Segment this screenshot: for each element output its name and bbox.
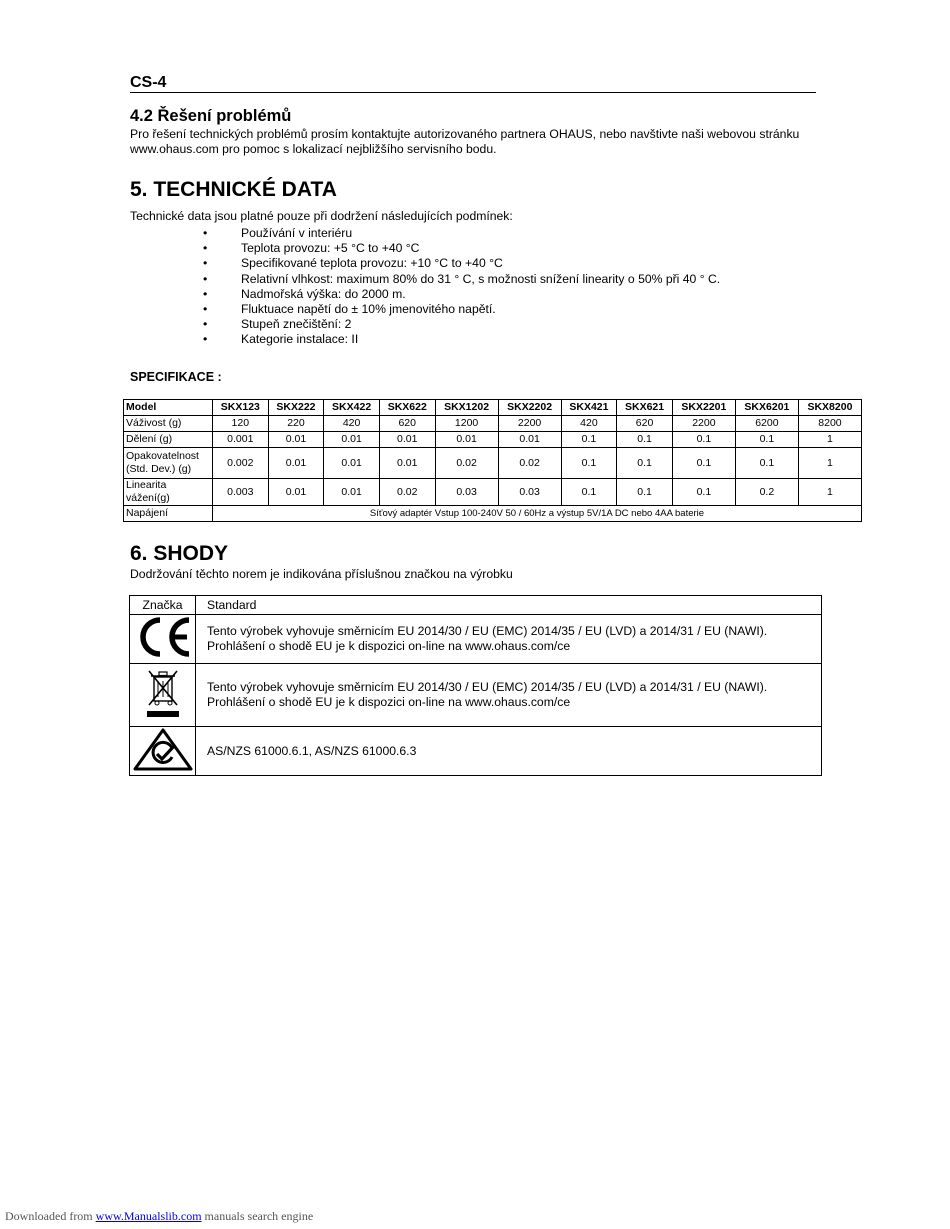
table-cell: 0.01 <box>379 432 435 448</box>
standard-cell <box>196 664 822 727</box>
table-header-row <box>124 400 862 416</box>
header-cell: SKX422 <box>324 400 380 416</box>
header-cell: Model <box>124 400 213 416</box>
table-cell: 2200 <box>498 416 561 432</box>
footer-suffix: manuals search engine <box>201 1209 314 1223</box>
list-item <box>203 272 720 287</box>
section-6-intro: Dodržování těchto norem je indikována příslušnou značkou na výrobku <box>130 567 513 581</box>
bullet: • <box>203 271 208 286</box>
table-cell: 0.01 <box>379 448 435 479</box>
list-item <box>203 226 720 241</box>
row-label: Opakovatelnost (Std. Dev.) (g) <box>124 448 213 479</box>
list-item <box>203 287 720 302</box>
table-row <box>124 448 862 479</box>
table-cell: 0.02 <box>435 448 498 479</box>
table-cell: 620 <box>379 416 435 432</box>
bullet: • <box>203 332 208 347</box>
list-item <box>203 256 720 271</box>
header-cell: SKX2201 <box>672 400 735 416</box>
table-cell: 0.01 <box>435 432 498 448</box>
table-cell: 0.1 <box>617 479 673 506</box>
mark-cell <box>130 615 196 664</box>
bullet: • <box>203 317 208 332</box>
table-cell: 1 <box>798 448 861 479</box>
table-cell: 0.1 <box>617 448 673 479</box>
bullet: • <box>203 286 208 301</box>
table-cell: 0.02 <box>498 448 561 479</box>
table-cell: 0.1 <box>561 479 617 506</box>
table-cell: 120 <box>213 416 269 432</box>
table-cell: 0.01 <box>324 432 380 448</box>
power-value: Síťový adaptér Vstup 100-240V 50 / 60Hz a výstup 5V/1A DC nebo 4AA baterie <box>213 506 862 522</box>
condition-text: Fluktuace napětí do ± 10% jmenovitého napětí. <box>241 302 496 317</box>
header-cell: SKX1202 <box>435 400 498 416</box>
table-cell: 220 <box>268 416 324 432</box>
bullet: • <box>203 302 208 317</box>
table-cell: 0.01 <box>268 479 324 506</box>
table-cell: 420 <box>324 416 380 432</box>
mark-cell <box>130 727 196 776</box>
table-cell: 0.01 <box>498 432 561 448</box>
list-item <box>203 317 720 332</box>
table-cell: 0.1 <box>735 448 798 479</box>
header-cell: SKX622 <box>379 400 435 416</box>
table-cell: 620 <box>617 416 673 432</box>
table-cell: 0.1 <box>561 432 617 448</box>
standard-line: Tento výrobek vyhovuje směrnicím EU 2014/30 / EU (EMC) 2014/35 / EU (LVD) a 2014/31 / EU (NAWI). <box>207 624 768 638</box>
bullet: • <box>203 241 208 256</box>
weee-crossed-bin-icon <box>143 665 183 721</box>
page-header: CS-4 <box>130 74 816 93</box>
section-5-intro: Technické data jsou platné pouze při dodržení následujících podmínek: <box>130 209 513 223</box>
section-6-title: 6. SHODY <box>130 542 229 565</box>
table-row <box>130 664 822 727</box>
bullet: • <box>203 226 208 240</box>
ce-mark-icon <box>133 615 193 659</box>
header-cell: Značka <box>130 596 196 615</box>
table-cell: 0.1 <box>672 448 735 479</box>
rcm-mark-icon <box>132 727 194 771</box>
table-row <box>130 615 822 664</box>
table-row <box>124 506 862 522</box>
table-cell: 0.01 <box>268 448 324 479</box>
footer-link[interactable]: www.Manualslib.com <box>95 1209 202 1223</box>
header-cell: SKX8200 <box>798 400 861 416</box>
header-cell: Standard <box>196 596 822 615</box>
table-cell: 0.1 <box>735 432 798 448</box>
table-row <box>124 416 862 432</box>
header-cell: SKX2202 <box>498 400 561 416</box>
footer <box>5 1209 313 1224</box>
table-cell: 0.03 <box>435 479 498 506</box>
table-row <box>124 479 862 506</box>
row-label: Napájení <box>124 506 213 522</box>
table-cell: 0.003 <box>213 479 269 506</box>
standard-line: AS/NZS 61000.6.1, AS/NZS 61000.6.3 <box>207 743 417 758</box>
table-cell: 1 <box>798 479 861 506</box>
table-cell: 1200 <box>435 416 498 432</box>
table-cell: 0.01 <box>324 448 380 479</box>
mark-cell <box>130 664 196 727</box>
conformity-table <box>129 595 822 776</box>
spec-table <box>123 399 862 522</box>
condition-text: Kategorie instalace: II <box>241 332 359 347</box>
row-label: Váživost (g) <box>124 416 213 432</box>
table-cell: 1 <box>798 432 861 448</box>
header-cell: SKX621 <box>617 400 673 416</box>
table-cell: 0.1 <box>561 448 617 479</box>
table-cell: 0.02 <box>379 479 435 506</box>
header-cell: SKX123 <box>213 400 269 416</box>
standard-line: Prohlášení o shodě EU je k dispozici on-line na www.ohaus.com/ce <box>207 639 571 653</box>
row-label: Dělení (g) <box>124 432 213 448</box>
table-cell: 0.03 <box>498 479 561 506</box>
table-cell: 420 <box>561 416 617 432</box>
bullet: • <box>203 256 208 271</box>
condition-text: Teplota provozu: +5 °C to +40 °C <box>241 241 420 256</box>
table-cell: 0.002 <box>213 448 269 479</box>
table-cell: 0.1 <box>617 432 673 448</box>
header-cell: SKX222 <box>268 400 324 416</box>
table-cell: 6200 <box>735 416 798 432</box>
standard-cell <box>196 727 822 776</box>
table-cell: 0.2 <box>735 479 798 506</box>
header-cell: SKX421 <box>561 400 617 416</box>
table-cell: 0.01 <box>268 432 324 448</box>
spec-title: SPECIFIKACE : <box>130 370 222 384</box>
table-cell: 0.1 <box>672 479 735 506</box>
standard-line: Prohlášení o shodě EU je k dispozici on-line na www.ohaus.com/ce <box>207 695 571 709</box>
condition-text: Relativní vlhkost: maximum 80% do 31 ° C, s možnosti snížení linearity o 50% při 40 ° C. <box>241 271 721 286</box>
condition-text: Používání v interiéru <box>241 226 353 240</box>
row-label: Linearita vážení(g) <box>124 479 213 506</box>
table-cell: 0.1 <box>672 432 735 448</box>
table-row <box>124 432 862 448</box>
table-cell: 0.001 <box>213 432 269 448</box>
footer-prefix: Downloaded from <box>5 1209 96 1223</box>
section-42-title: 4.2 Řešení problémů <box>130 107 292 125</box>
condition-text: Nadmořská výška: do 2000 m. <box>241 286 406 301</box>
table-cell: 8200 <box>798 416 861 432</box>
list-item <box>203 332 720 347</box>
condition-text: Specifikované teplota provozu: +10 °C to +40 °C <box>241 256 503 271</box>
table-row <box>130 727 822 776</box>
standard-cell <box>196 615 822 664</box>
list-item <box>203 302 720 317</box>
standard-line: Tento výrobek vyhovuje směrnicím EU 2014/30 / EU (EMC) 2014/35 / EU (LVD) a 2014/31 / EU (NAWI). <box>207 680 768 694</box>
section-42-text: Pro řešení technických problémů prosím kontaktujte autorizovaného partnera OHAUS, nebo navštivte naši webovou stránku www.ohaus.com pro pomoc s lokalizací nejbližšího servisního bodu. <box>130 127 800 156</box>
list-item <box>203 241 720 256</box>
condition-text: Stupeň znečištění: 2 <box>241 317 352 332</box>
section-5-title: 5. TECHNICKÉ DATA <box>130 178 337 201</box>
table-cell: 2200 <box>672 416 735 432</box>
header-cell: SKX6201 <box>735 400 798 416</box>
conditions-list <box>203 226 720 348</box>
table-header-row <box>130 596 822 615</box>
table-cell: 0.01 <box>324 479 380 506</box>
